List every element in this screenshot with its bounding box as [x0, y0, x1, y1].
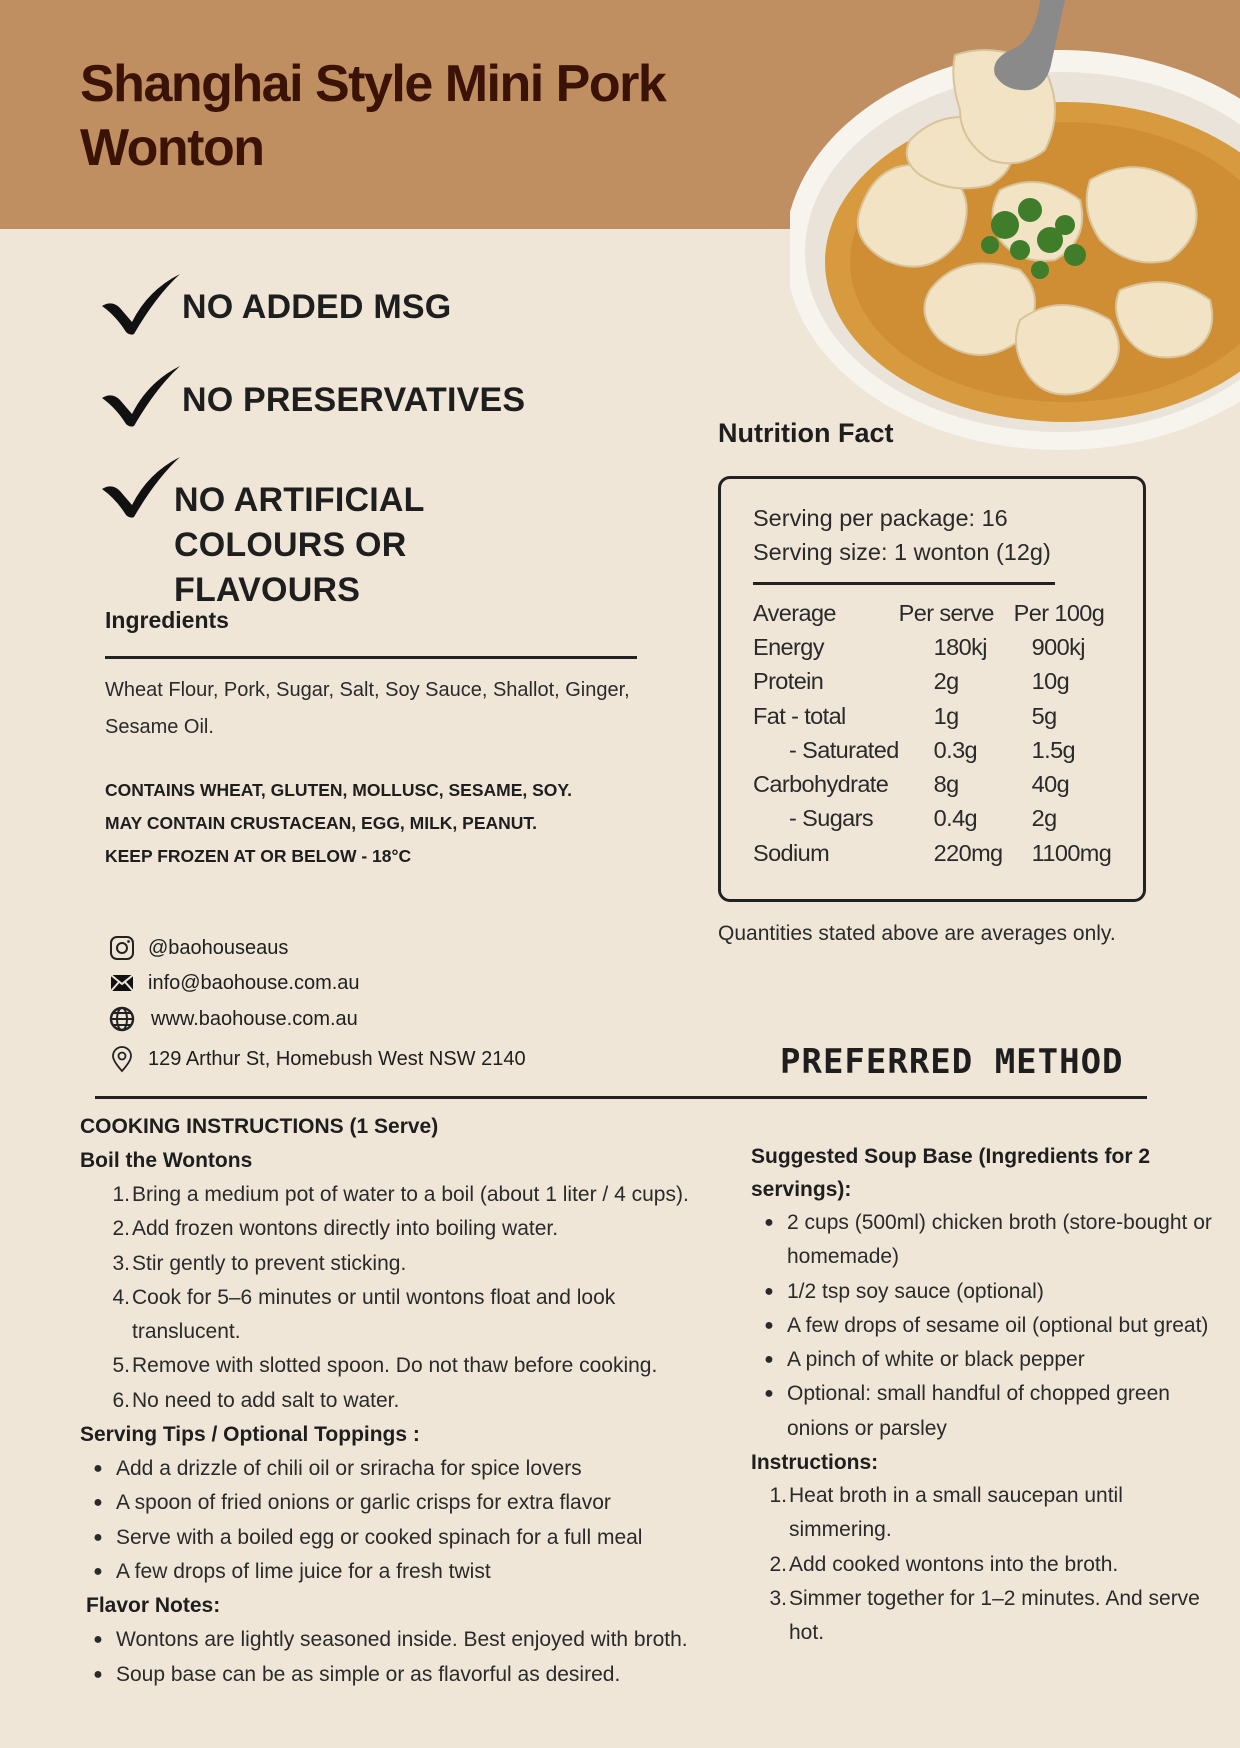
location-pin-icon: [108, 1045, 136, 1073]
allergen-line: CONTAINS WHEAT, GLUTEN, MOLLUSC, SESAME, SOY.: [105, 780, 573, 800]
per-serve-value: 1g: [933, 702, 959, 729]
soup-ingredient: ● 1/2 tsp soy sauce (optional): [751, 1275, 1231, 1309]
boil-heading: Boil the Wontons: [80, 1149, 253, 1172]
nutrient-name: Protein: [753, 668, 824, 695]
nutrition-row: [753, 699, 1133, 733]
claim-no-preservatives: [100, 362, 525, 428]
nutrition-panel: [718, 476, 1146, 902]
soup-ingredient: ● Optional: small handful of chopped green onions or parsley: [751, 1377, 1231, 1446]
nutrition-header-row: [753, 596, 1133, 630]
globe-icon: [108, 1005, 136, 1033]
allergen-statement: [105, 774, 685, 873]
nutrition-row: [753, 836, 1133, 870]
boil-steps: [80, 1178, 720, 1418]
cooking-heading: COOKING INSTRUCTIONS (1 Serve): [80, 1115, 439, 1138]
mail-icon: [108, 969, 136, 997]
soup-step: 3. Simmer together for 1–2 minutes. And serve hot.: [753, 1582, 1231, 1651]
soup-step: 1. Heat broth in a small saucepan until simmering.: [753, 1479, 1231, 1548]
soup-ingredients: [751, 1206, 1231, 1446]
tip-item-text: Add a drizzle of chili oil or sriracha for spice lovers: [116, 1457, 582, 1481]
cooking-instructions: [80, 1110, 720, 1692]
tips-list: [80, 1452, 720, 1589]
contact-email[interactable]: [108, 969, 360, 997]
soup-ingredient: ● A few drops of sesame oil (optional but great): [751, 1309, 1231, 1343]
nutrition-row: [753, 802, 1133, 836]
nutrition-row: [753, 767, 1133, 801]
boil-step: 1. Bring a medium pot of water to a boil (about 1 liter / 4 cups).: [96, 1178, 720, 1212]
boil-step-text: Remove with slotted spoon. Do not thaw before cooking.: [132, 1354, 658, 1378]
soup-step: 2. Add cooked wontons into the broth.: [753, 1548, 1231, 1582]
nutrition-row: [753, 733, 1133, 767]
per-100g-value: 5g: [1031, 702, 1057, 729]
instructions-heading: Instructions:: [751, 1451, 879, 1475]
checkmark-icon: [100, 453, 182, 519]
per-serve-value: 2g: [933, 668, 959, 695]
divider: [753, 582, 1055, 585]
allergen-line: MAY CONTAIN CRUSTACEAN, EGG, MILK, PEANUT.: [105, 813, 538, 833]
address-text: 129 Arthur St, Homebush West NSW 2140: [148, 1047, 526, 1070]
soup-ingredient-text: Optional: small handful of chopped green onions or parsley: [787, 1382, 1170, 1440]
boil-step: 5. Remove with slotted spoon. Do not thaw before cooking.: [96, 1349, 720, 1383]
tip-item: ● A spoon of fried onions or garlic crisps for extra flavor: [80, 1486, 720, 1520]
nutrient-name: Fat - total: [753, 702, 846, 729]
instagram-handle: @baohouseaus: [148, 936, 289, 959]
per-serve-value: 8g: [933, 771, 959, 798]
tip-item: ● Serve with a boiled egg or cooked spinach for a full meal: [80, 1521, 720, 1555]
soup-heading: Suggested Soup Base (Ingredients for 2 servings):: [751, 1145, 1151, 1201]
ingredients-text: Wheat Flour, Pork, Sugar, Salt, Soy Sauce, Shallot, Ginger, Sesame Oil.: [105, 679, 630, 738]
tip-item: ● A few drops of lime juice for a fresh twist: [80, 1555, 720, 1589]
soup-ingredient-text: A few drops of sesame oil (optional but great): [787, 1313, 1209, 1337]
soup-base: [751, 1140, 1231, 1651]
per-serve-value: 220mg: [933, 839, 1003, 866]
soup-ingredient-text: 1/2 tsp soy sauce (optional): [787, 1279, 1044, 1303]
flavor-note-text: Wontons are lightly seasoned inside. Best enjoyed with broth.: [116, 1628, 688, 1652]
boil-step-text: Bring a medium pot of water to a boil (about 1 liter / 4 cups).: [132, 1183, 689, 1206]
storage-line: KEEP FROZEN AT OR BELOW - 18°C: [105, 846, 412, 866]
per-serve-value: 0.3g: [933, 736, 978, 763]
nutrient-name: Sodium: [753, 839, 830, 866]
per-serve-value: 0.4g: [933, 805, 978, 832]
instagram-icon: [108, 934, 136, 962]
column-header: Average: [753, 599, 836, 626]
flavor-note: ● Soup base can be as simple or as flavorful as desired.: [80, 1658, 720, 1692]
contact-address: [108, 1045, 526, 1073]
per-serve-value: 180kj: [933, 633, 987, 660]
soup-ingredient: ● A pinch of white or black pepper: [751, 1343, 1231, 1377]
column-header: Per serve: [898, 599, 994, 626]
email-address: info@baohouse.com.au: [148, 971, 360, 994]
nutrient-name: - Sugars: [789, 805, 874, 832]
serving-info: [753, 501, 1051, 569]
per-100g-value: 1100mg: [1031, 839, 1112, 866]
boil-step: 2. Add frozen wontons directly into boiling water.: [96, 1212, 720, 1246]
per-100g-value: 2g: [1031, 805, 1057, 832]
ingredients-heading: Ingredients: [105, 607, 229, 633]
boil-step: 6. No need to add salt to water.: [96, 1384, 720, 1418]
soup-step-text: Add cooked wontons into the broth.: [789, 1552, 1119, 1576]
nutrient-name: Carbohydrate: [753, 771, 889, 798]
per-100g-value: 40g: [1031, 771, 1070, 798]
claim-text: NO PRESERVATIVES: [182, 381, 526, 419]
preferred-method-heading: PREFERRED METHOD: [780, 1042, 1124, 1082]
serving-size: Serving size: 1 wonton (12g): [753, 539, 1051, 565]
flavor-note-text: Soup base can be as simple or as flavorful as desired.: [116, 1662, 621, 1686]
tip-item-text: A spoon of fried onions or garlic crisps for extra flavor: [116, 1491, 611, 1515]
tip-item: ● Add a drizzle of chili oil or sriracha for spice lovers: [80, 1452, 720, 1486]
section-divider: [95, 1096, 1147, 1099]
tip-item-text: Serve with a boiled egg or cooked spinach for a full meal: [116, 1525, 643, 1549]
servings-per-package: Serving per package: 16: [753, 505, 1008, 531]
tips-heading: Serving Tips / Optional Toppings :: [80, 1423, 420, 1447]
soup-ingredient-text: A pinch of white or black pepper: [787, 1348, 1085, 1372]
flavor-notes: [80, 1623, 720, 1692]
per-100g-value: 10g: [1031, 668, 1070, 695]
boil-step-text: Cook for 5–6 minutes or until wontons float and look translucent.: [132, 1285, 616, 1344]
claim-text: NO ADDED MSG: [182, 288, 452, 326]
claim-text: NO ARTIFICIAL COLOURS OR FLAVOURS: [174, 481, 425, 609]
boil-step-text: Stir gently to prevent sticking.: [132, 1251, 407, 1275]
boil-step-text: Add frozen wontons directly into boiling water.: [132, 1217, 559, 1241]
page-title: Shanghai Style Mini Pork Wonton: [80, 55, 666, 177]
nutrient-name: Energy: [753, 633, 824, 660]
soup-step-text: Heat broth in a small saucepan until simmering.: [789, 1484, 1123, 1542]
boil-step: 4. Cook for 5–6 minutes or until wontons float and look translucent.: [96, 1281, 720, 1350]
flavor-note: ● Wontons are lightly seasoned inside. Best enjoyed with broth.: [80, 1623, 720, 1657]
boil-step: 3. Stir gently to prevent sticking.: [96, 1247, 720, 1281]
tip-item-text: A few drops of lime juice for a fresh twist: [116, 1559, 491, 1583]
column-header: Per 100g: [1013, 599, 1105, 626]
soup-steps: [751, 1479, 1231, 1650]
nutrition-heading: Nutrition Fact: [718, 418, 894, 448]
boil-step-text: No need to add salt to water.: [132, 1388, 400, 1412]
contact-instagram[interactable]: [108, 934, 288, 962]
checkmark-icon: [100, 270, 182, 336]
contact-website[interactable]: [108, 1005, 358, 1033]
website-url: www.baohouse.com.au: [151, 1007, 358, 1030]
wonton-bowl-image: [790, 0, 1240, 460]
soup-step-text: Simmer together for 1–2 minutes. And serve hot.: [789, 1586, 1200, 1645]
claim-no-msg: [100, 270, 451, 336]
claim-no-artificial: [100, 453, 594, 613]
nutrition-note: Quantities stated above are averages only.: [718, 922, 1116, 945]
per-100g-value: 900kj: [1031, 633, 1085, 660]
divider: [105, 656, 637, 659]
nutrition-table: [753, 596, 1133, 870]
nutrient-name: - Saturated: [789, 736, 899, 763]
per-100g-value: 1.5g: [1031, 736, 1076, 763]
soup-ingredient-text: 2 cups (500ml) chicken broth (store-bought or homemade): [787, 1211, 1212, 1269]
flavor-heading: Flavor Notes:: [86, 1594, 221, 1618]
nutrition-row: [753, 630, 1133, 664]
nutrition-row: [753, 665, 1133, 699]
checkmark-icon: [100, 362, 182, 428]
soup-ingredient: ● 2 cups (500ml) chicken broth (store-bought or homemade): [751, 1206, 1231, 1275]
